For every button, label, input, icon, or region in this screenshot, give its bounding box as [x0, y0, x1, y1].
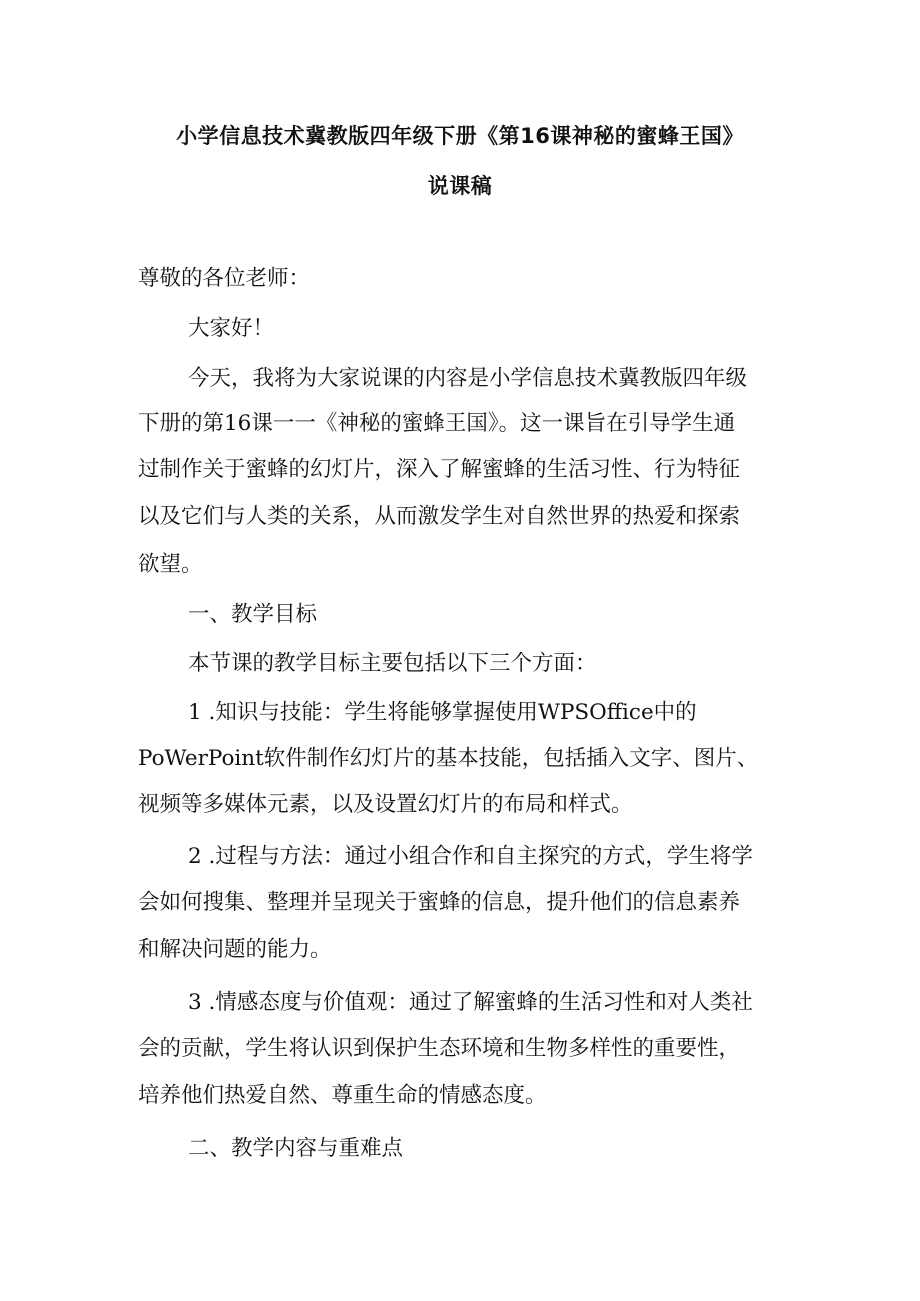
section-heading: 一、教学目标	[188, 602, 318, 627]
intro-line: 欲望。	[138, 552, 203, 577]
paragraph-line: 本节课的教学目标主要包括以下三个方面：	[188, 651, 597, 676]
objective-1-line: 视频等多媒体元素，以及设置幻灯片的布局和样式。	[138, 792, 633, 817]
objective-2-line: 2 .过程与方法：通过小组合作和自主探究的方式，学生将学	[188, 844, 753, 869]
greeting: 大家好！	[188, 316, 275, 341]
intro-line: 今天，我将为大家说课的内容是小学信息技术冀教版四年级	[188, 366, 748, 391]
document-subtitle: 说课稿	[427, 174, 493, 198]
section-heading: 二、教学内容与重难点	[188, 1136, 404, 1161]
intro-line: 以及它们与人类的关系，从而激发学生对自然世界的热爱和探索	[138, 504, 741, 529]
objective-1-line: 1 .知识与技能：学生将能够掌握使用WPSOffice中的	[188, 700, 697, 725]
salutation: 尊敬的各位老师：	[138, 266, 311, 291]
objective-3-line: 会的贡献，学生将认识到保护生态环境和生物多样性的重要性，	[138, 1036, 741, 1061]
objective-2-line: 会如何搜集、整理并呈现关于蜜蜂的信息，提升他们的信息素养	[138, 890, 741, 915]
objective-3-line: 3 .情感态度与价值观：通过了解蜜蜂的生活习性和对人类社	[188, 990, 753, 1015]
document-title: 小学信息技术冀教版四年级下册《第16课神秘的蜜蜂王国》	[176, 124, 744, 148]
objective-3-line: 培养他们热爱自然、尊重生命的情感态度。	[138, 1083, 547, 1108]
objective-1-line: PoWerPoint软件制作幻灯片的基本技能，包括插入文字、图片、	[138, 746, 759, 771]
intro-line: 下册的第16课一一《神秘的蜜蜂王国》。这一课旨在引导学生通	[138, 411, 736, 436]
intro-line: 过制作关于蜜蜂的幻灯片，深入了解蜜蜂的生活习性、行为特征	[138, 457, 741, 482]
objective-2-line: 和解决问题的能力。	[138, 937, 332, 962]
